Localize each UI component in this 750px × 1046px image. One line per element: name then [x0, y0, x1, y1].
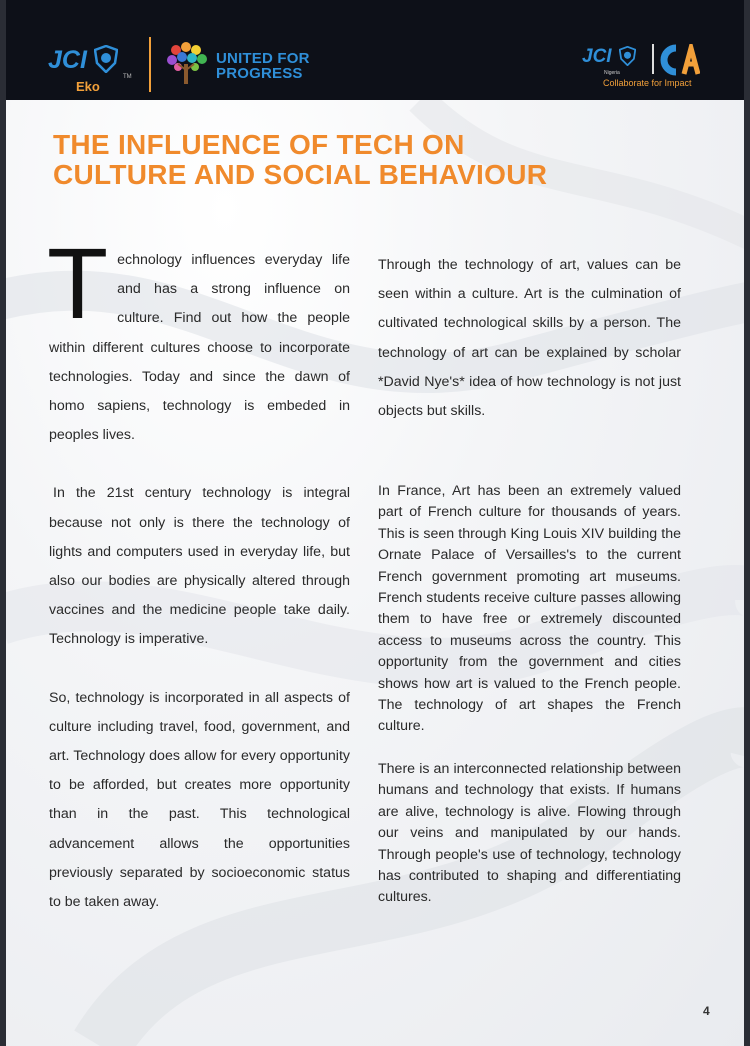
right-logo-divider	[652, 44, 654, 74]
trademark-mark: TM	[123, 74, 132, 80]
paragraph-2: In the 21st century technology is integral because not only is there the technology of lights and computers used in everyday life, but also our bodies are physically altered through vaccines and the medicine people take daily. Technology is imperative.	[49, 485, 350, 648]
jci-nigeria-logo-text: JCI	[582, 46, 612, 67]
paragraph-1-text: echnology influences everyday life and has a strong influence on culture. Find out how the people within different cultures choose to incorporate technologies. Today and since the dawn of homo sapiens, technology is embeded in peoples lives.	[49, 252, 350, 444]
collaborate-for-impact-logo-icon	[660, 44, 700, 76]
united-line-2: PROGRESS	[216, 65, 303, 82]
jci-eko-logo-text: JCI	[48, 46, 87, 74]
jci-shield-icon	[94, 45, 118, 73]
drop-cap: T	[47, 228, 109, 340]
page-edge-right	[744, 0, 750, 1046]
united-for-progress-wordmark	[216, 51, 310, 81]
paragraph-3: So, technology is incorporated in all aspects of culture including travel, food, government, and art. Technology does allow for every opportunity to be afforded, but creates more opportunity than in the past. This technological advancement allows the opportunities previously separated by socioeconomic status to be taken away.	[49, 689, 350, 911]
tagline: Collaborate for Impact	[603, 78, 692, 88]
tree-of-progress-icon	[162, 40, 210, 86]
right-column-top	[378, 251, 681, 426]
left-column	[47, 228, 350, 917]
country-label: Nigeria	[604, 70, 620, 76]
paragraph-6: There is an interconnected relationship between humans and technology that exists. If humans are alive, technology is alive. Flowing through our veins and manipulated by our hands. Through people's use of technology, technology has contributed to shaping and differentiating cultures.	[378, 760, 681, 906]
paragraph-4: Through the technology of art, values can be seen within a culture. Art is the culmination of cultivated technological skills by a person. The technology of art can be explained by scholar *David Nye's* idea of how technology is not just objects but skills.	[378, 257, 681, 420]
chapter-name: Eko	[76, 79, 100, 94]
header-divider	[149, 37, 151, 92]
jci-nigeria-shield-icon	[619, 46, 636, 66]
title-line-1: THE INFLUENCE OF TECH ON	[53, 129, 465, 160]
article-title	[53, 130, 693, 190]
united-line-1: UNITED FOR	[216, 50, 310, 67]
page-header	[6, 0, 744, 100]
title-line-2: CULTURE AND SOCIAL BEHAVIOUR	[53, 159, 548, 190]
paragraph-1	[47, 228, 350, 450]
page-number: 4	[703, 1004, 710, 1018]
paragraph-5: In France, Art has been an extremely valued part of French culture for thousands of years. This is seen through King Louis XIV building the Ornate Palace of Versailles's to the current French government promoting art museums. French students receive culture passes allowing them to have free or extremely discounted access to museums across the country. This opportunity from the government and cities shows how art is valued to the French people. The technology of art shapes the French culture.	[378, 483, 681, 735]
page-edge-left	[0, 0, 6, 1046]
right-column-bottom	[378, 481, 681, 909]
